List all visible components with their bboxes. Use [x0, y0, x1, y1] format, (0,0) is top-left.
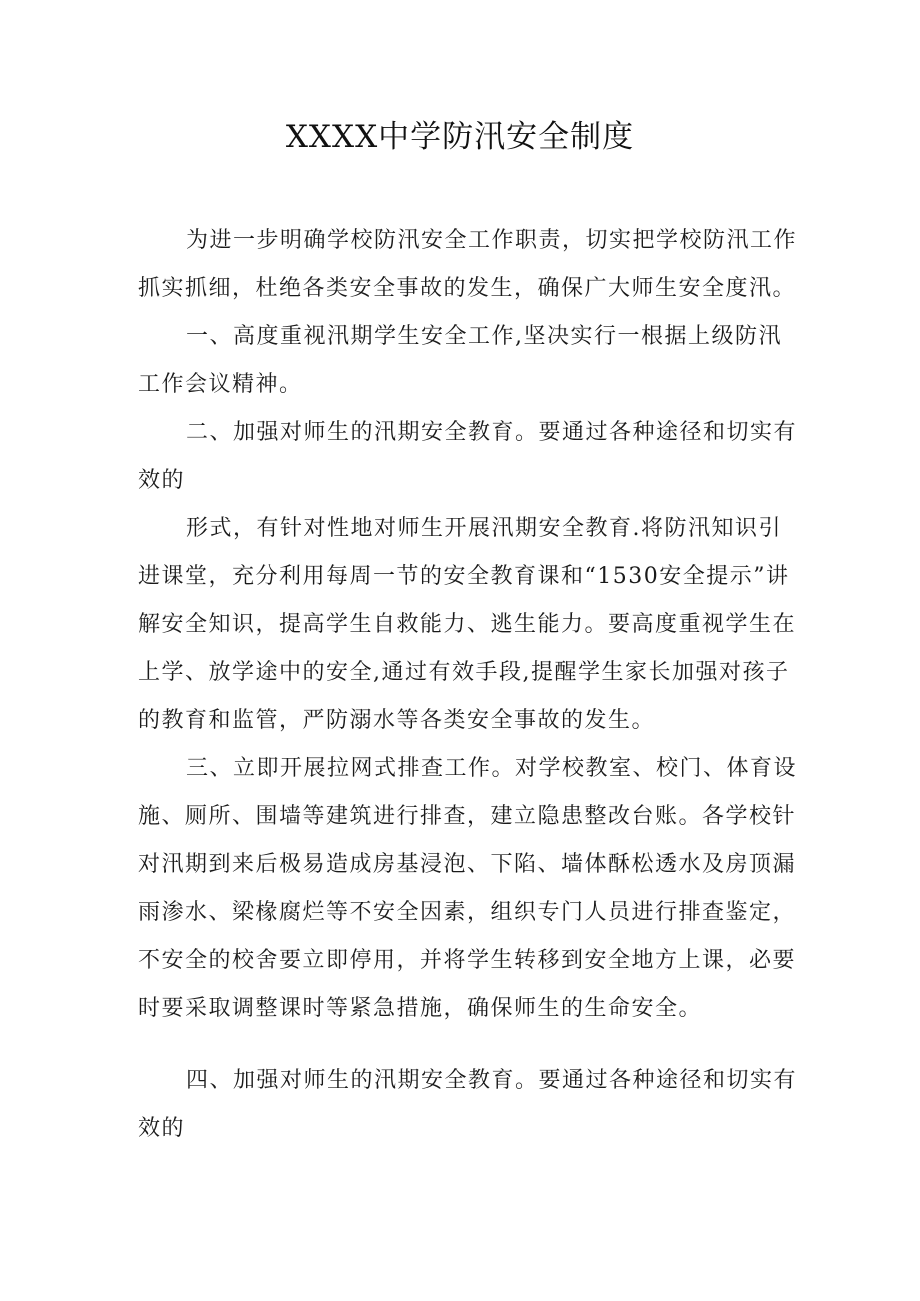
- document-title: XXXX中学防汛安全制度: [285, 119, 635, 155]
- text-line: 为进一步明确学校防汛安全工作职责，切实把学校防汛工作: [186, 228, 798, 253]
- text-line: 解安全知识，提高学生自救能力、逃生能力。要高度重视学生在: [138, 612, 797, 637]
- text-line: 抓实抓细，杜绝各类安全事故的发生，确保广大师生安全度汛。: [138, 276, 797, 301]
- text-line: 施、厕所、围墙等建筑进行排查，建立隐患整改台账。各学校针: [138, 804, 797, 829]
- text-line: 效的: [138, 1116, 186, 1141]
- text-line: 效的: [138, 468, 186, 493]
- text-line: 上学、放学途中的安全,通过有效手段,提醒学生家长加强对孩子: [138, 660, 790, 685]
- text-line: 雨渗水、梁椽腐烂等不安全因素，组织专门人员进行排查鉴定，: [138, 900, 797, 925]
- text-line: 对汛期到来后极易造成房基浸泡、下陷、墙体酥松透水及房顶漏: [138, 852, 797, 877]
- text-line: 四、加强对师生的汛期安全教育。要通过各种途径和切实有: [186, 1068, 798, 1093]
- text-line: 工作会议精神。: [138, 372, 303, 397]
- text-line: 进课堂，充分利用每周一节的安全教育课和“1530安全提示”讲: [138, 564, 790, 589]
- text-line: 一、高度重视汛期学生安全工作,坚决实行一根据上级防汛: [186, 324, 782, 349]
- text-line: 的教育和监管，严防溺水等各类安全事故的发生。: [138, 708, 656, 733]
- text-line: 形式，有针对性地对师生开展汛期安全教育.将防汛知识引: [186, 516, 782, 541]
- text-line: 不安全的校舍要立即停用，并将学生转移到安全地方上课，必要: [138, 948, 797, 973]
- text-line: 三、立即开展拉网式排查工作。对学校教室、校门、体育设: [186, 756, 798, 781]
- text-line: 时要采取调整课时等紧急措施，确保师生的生命安全。: [138, 996, 703, 1021]
- text-line: 二、加强对师生的汛期安全教育。要通过各种途径和切实有: [186, 420, 798, 445]
